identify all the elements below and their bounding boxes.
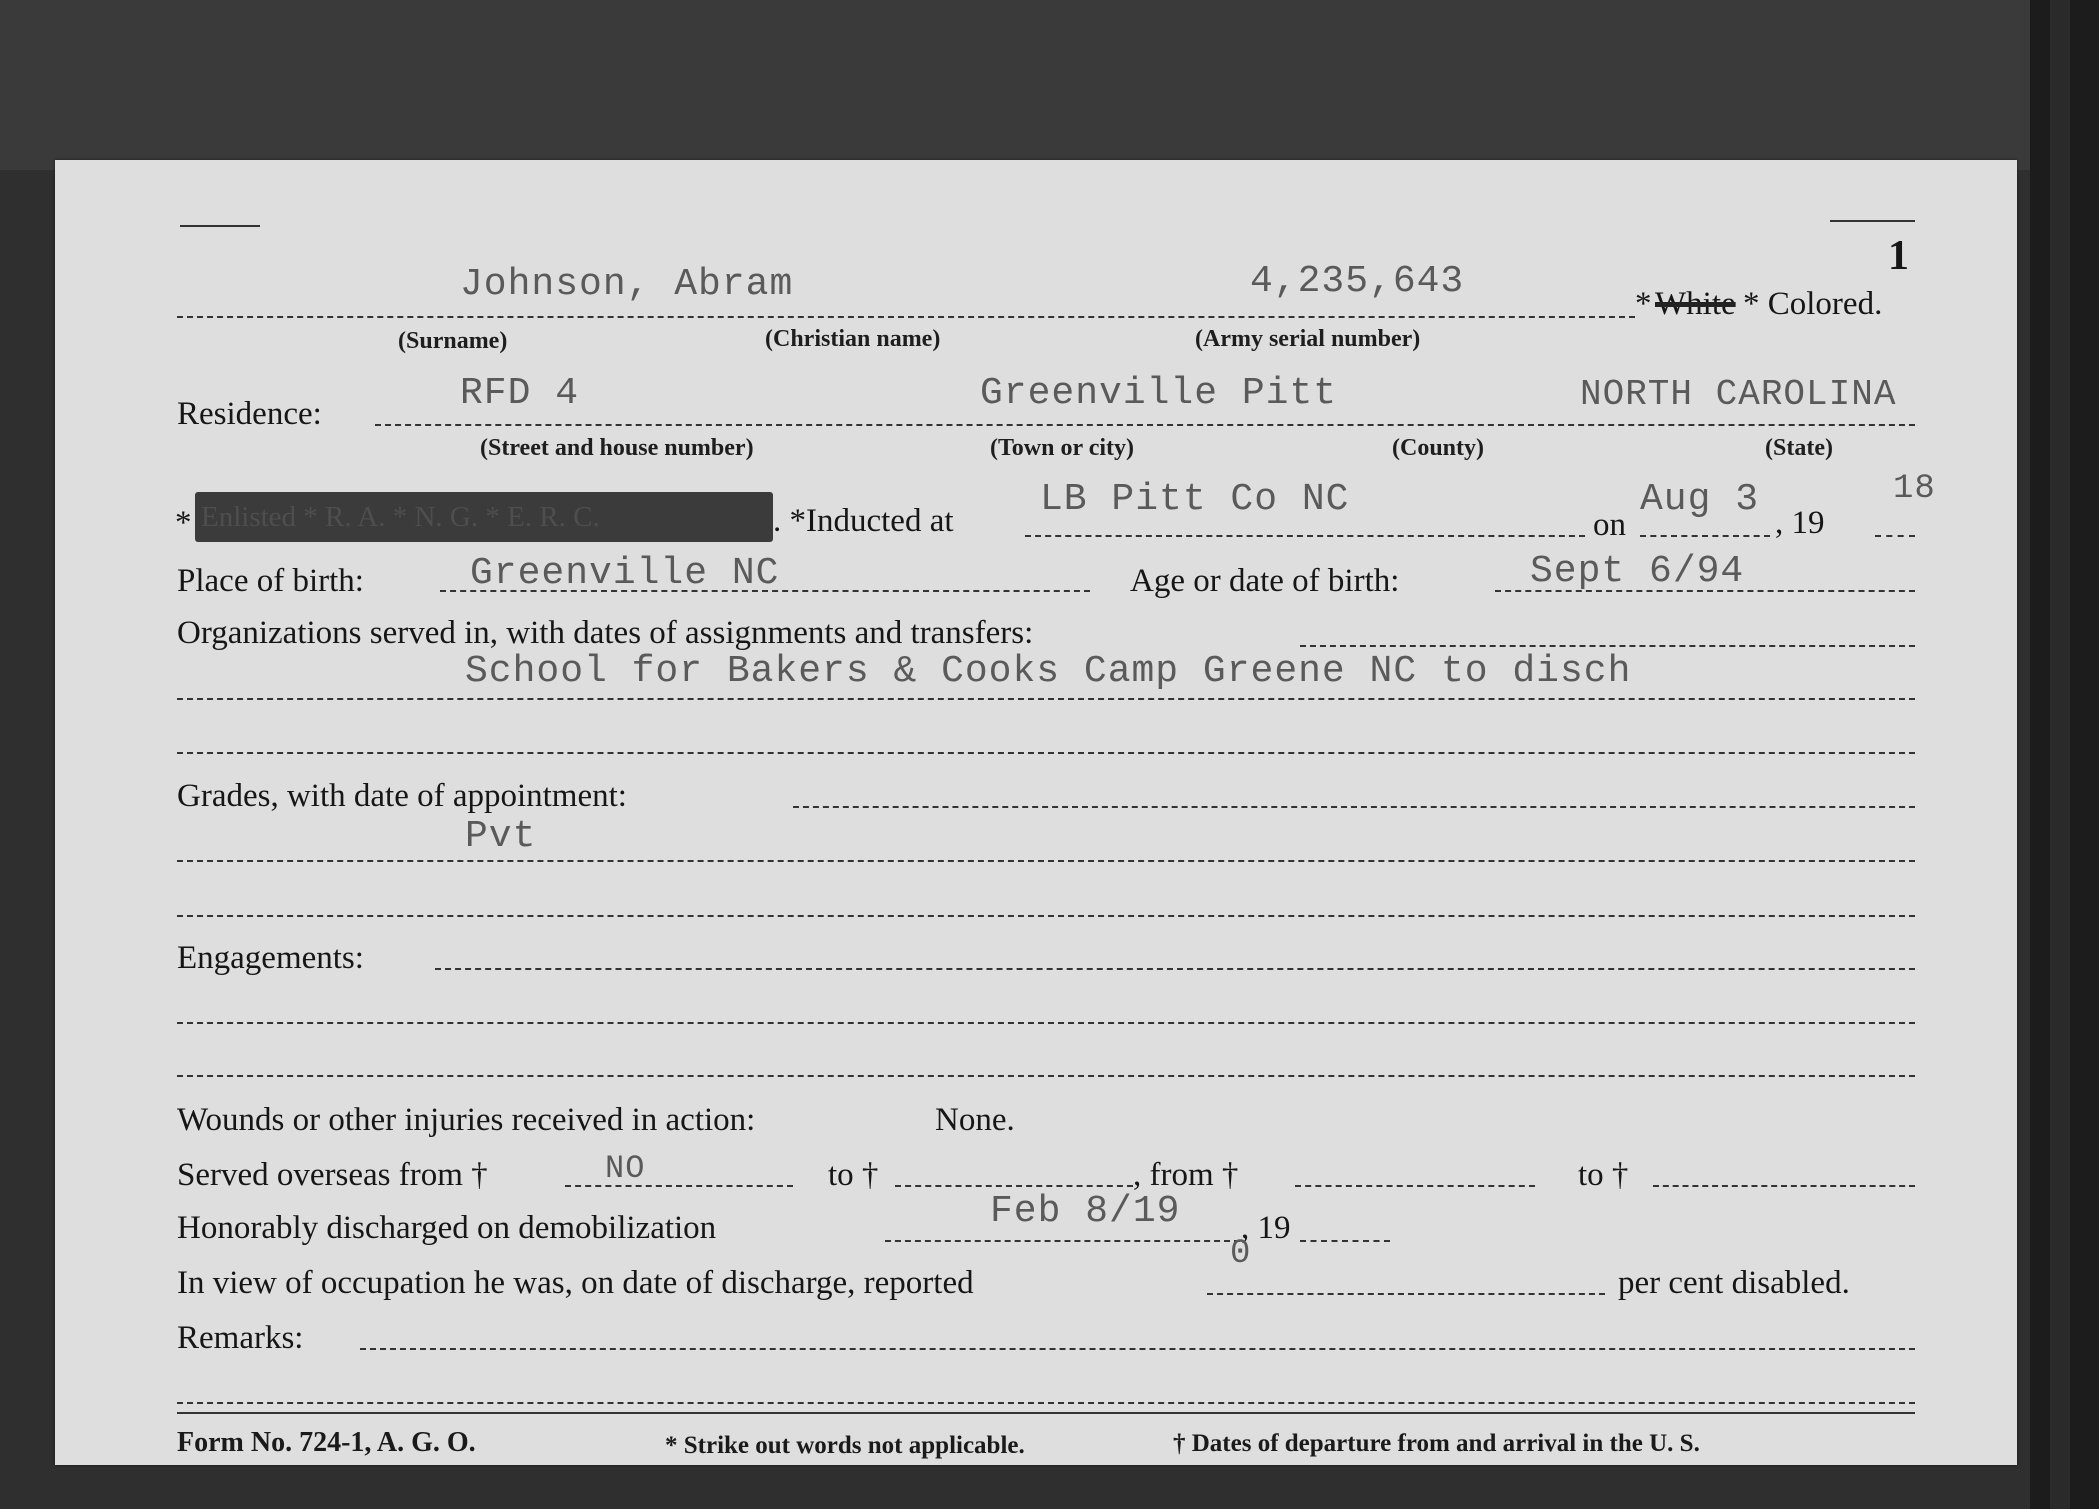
footnote-dates: † Dates of departure from and arrival in the U. S. bbox=[1173, 1430, 1700, 1457]
overseas-from-label-2: , from † bbox=[1133, 1157, 1239, 1193]
overseas-value: NO bbox=[605, 1150, 646, 1187]
birth-place-line bbox=[440, 590, 1090, 592]
card-number: 1 bbox=[1888, 233, 1909, 279]
colored-label: * Colored. bbox=[1743, 286, 1883, 322]
birth-date-line bbox=[1495, 590, 1915, 592]
top-left-mark bbox=[180, 225, 260, 227]
residence-street: RFD 4 bbox=[460, 372, 580, 415]
overseas-from-line bbox=[565, 1185, 793, 1187]
birth-date-value: Sept 6/94 bbox=[1530, 550, 1745, 593]
organizations-line-1 bbox=[1300, 645, 1915, 647]
residence-line bbox=[375, 424, 1915, 426]
enlisted-asterisk: * bbox=[175, 505, 192, 541]
wounds-value: None. bbox=[935, 1102, 1015, 1138]
year-line bbox=[1875, 535, 1915, 537]
background-right-strip bbox=[2050, 0, 2070, 1509]
form-number: Form No. 724-1, A. G. O. bbox=[177, 1427, 476, 1458]
residence-label: Residence: bbox=[177, 396, 322, 432]
year-prefix: , 19 bbox=[1775, 505, 1825, 541]
service-record-card bbox=[55, 160, 2017, 1465]
engagements-line-3 bbox=[177, 1075, 1915, 1077]
residence-town-county: Greenville Pitt bbox=[980, 372, 1338, 415]
disability-label: In view of occupation he was, on date of discharge, reported bbox=[177, 1265, 974, 1301]
inducted-at-line bbox=[1025, 535, 1585, 537]
name-line bbox=[177, 316, 1635, 318]
percent-label: per cent disabled. bbox=[1618, 1265, 1850, 1301]
grades-line-2 bbox=[177, 860, 1915, 862]
remarks-line-1 bbox=[360, 1348, 1915, 1350]
overseas-to-line-1 bbox=[895, 1185, 1133, 1187]
inducted-at-value: LB Pitt Co NC bbox=[1040, 478, 1350, 521]
grades-line-3 bbox=[177, 915, 1915, 917]
on-label: on bbox=[1593, 507, 1626, 543]
top-right-mark bbox=[1830, 220, 1915, 222]
disability-line bbox=[1207, 1293, 1605, 1295]
engagements-line-2 bbox=[177, 1022, 1915, 1024]
wounds-label: Wounds or other injuries received in action: bbox=[177, 1102, 756, 1138]
grades-label: Grades, with date of appointment: bbox=[177, 778, 627, 814]
discharge-year-prefix: , 19 bbox=[1241, 1210, 1291, 1246]
overseas-to-label-1: to † bbox=[828, 1157, 879, 1193]
disability-value: 0 bbox=[1230, 1235, 1252, 1273]
christian-name-caption: (Christian name) bbox=[765, 326, 941, 352]
enlisted-redacted: Enlisted * R. A. * N. G. * E. R. C. bbox=[195, 492, 773, 542]
county-caption: (County) bbox=[1392, 435, 1485, 461]
birth-place-value: Greenville NC bbox=[470, 552, 780, 595]
inducted-year: 18 bbox=[1893, 470, 1936, 508]
inducted-label: . *Inducted at bbox=[773, 503, 954, 539]
street-caption: (Street and house number) bbox=[480, 435, 754, 461]
discharge-date: Feb 8/19 bbox=[990, 1190, 1181, 1233]
town-caption: (Town or city) bbox=[990, 435, 1134, 461]
discharge-year-line bbox=[1300, 1240, 1390, 1242]
inducted-date-line bbox=[1640, 535, 1770, 537]
organizations-label: Organizations served in, with dates of assignments and transfers: bbox=[177, 615, 1034, 651]
white-label-struck: White bbox=[1655, 286, 1736, 322]
age-label: Age or date of birth: bbox=[1130, 563, 1400, 599]
birth-place-label: Place of birth: bbox=[177, 563, 364, 599]
engagements-line-1 bbox=[435, 968, 1915, 970]
remarks-label: Remarks: bbox=[177, 1320, 304, 1356]
serial-caption: (Army serial number) bbox=[1195, 326, 1421, 352]
residence-state: NORTH CAROLINA bbox=[1580, 374, 1897, 415]
state-caption: (State) bbox=[1765, 435, 1833, 461]
organizations-line-3 bbox=[177, 752, 1915, 754]
surname-caption: (Surname) bbox=[398, 328, 508, 354]
engagements-label: Engagements: bbox=[177, 940, 364, 976]
discharge-date-line bbox=[885, 1240, 1240, 1242]
race-asterisk-1: * bbox=[1635, 286, 1652, 322]
background-top bbox=[0, 0, 2099, 170]
footnote-strike: * Strike out words not applicable. bbox=[665, 1432, 1025, 1459]
overseas-from-line-2 bbox=[1295, 1185, 1535, 1187]
grades-line-1 bbox=[793, 806, 1915, 808]
footer-rule bbox=[177, 1412, 1915, 1414]
serial-value: 4,235,643 bbox=[1250, 260, 1465, 303]
overseas-label: Served overseas from † bbox=[177, 1157, 488, 1193]
grades-value: Pvt bbox=[465, 815, 537, 858]
overseas-to-label-2: to † bbox=[1578, 1157, 1629, 1193]
organizations-value: School for Bakers & Cooks Camp Greene NC to disch bbox=[465, 650, 1632, 693]
discharge-label: Honorably discharged on demobilization bbox=[177, 1210, 717, 1246]
inducted-date: Aug 3 bbox=[1640, 478, 1760, 521]
organizations-line-2 bbox=[177, 698, 1915, 700]
name-value: Johnson, Abram bbox=[460, 263, 794, 306]
overseas-to-line-2 bbox=[1653, 1185, 1915, 1187]
remarks-line-2 bbox=[177, 1402, 1915, 1404]
